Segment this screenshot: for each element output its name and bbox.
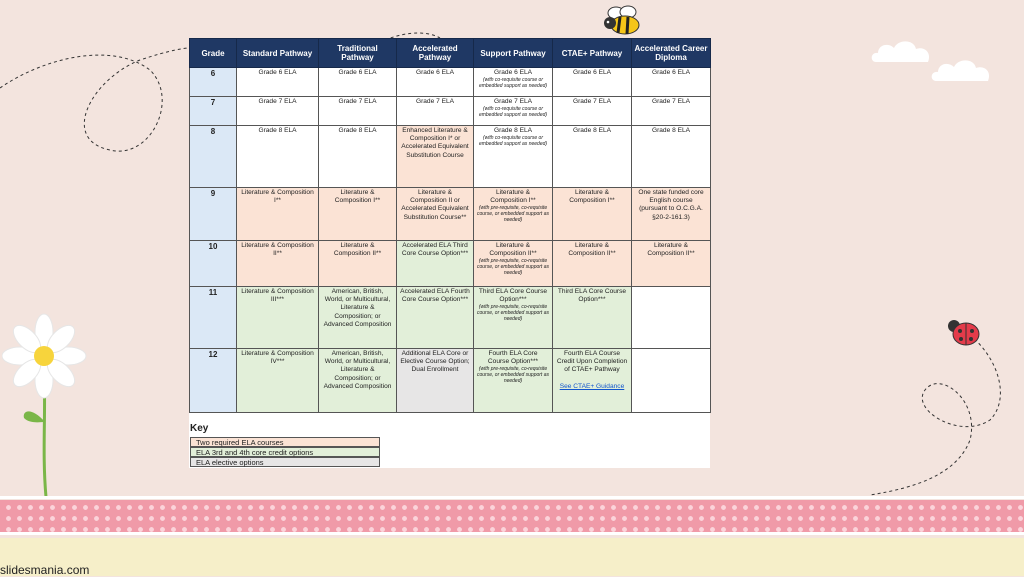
table-cell: Literature & Composition II** (632, 241, 711, 287)
key-title: Key (190, 423, 209, 434)
table-cell: Grade 7 ELA (237, 97, 319, 126)
table-cell: One state funded core English course (pursuant to O.C.G.A. §20-2-161.3) (632, 188, 711, 241)
table-cell (474, 68, 553, 97)
table-cell: Literature & Composition II** (237, 241, 319, 287)
grade-cell: 7 (190, 97, 237, 126)
key-item-core-options (190, 447, 380, 457)
grade-cell: 8 (190, 126, 237, 188)
table-cell: Grade 7 ELA (553, 97, 632, 126)
table-cell: Literature & Composition III*** (237, 287, 319, 349)
cell-text: Fourth ELA Core Course Option*** (487, 350, 539, 366)
cell-text: Grade 6 ELA (493, 69, 533, 76)
table-cell: Grade 8 ELA (553, 126, 632, 188)
table-cell: Enhanced Literature & Composition I* or Accelerated Equivalent Substitution Course (397, 126, 474, 188)
table-cell (474, 241, 553, 287)
grade-cell: 9 (190, 188, 237, 241)
cell-text: Grade 7 ELA (493, 98, 533, 105)
header-ctae-pathway: CTAE+ Pathway (553, 39, 632, 68)
key-item-required (190, 437, 380, 447)
table-cell: Literature & Composition II or Accelerated Equivalent Substitution Course** (397, 188, 474, 241)
table-cell: American, British, World, or Multicultural, Literature & Composition; or Advanced Composition (319, 349, 397, 413)
cell-text: Literature & Composition I** (490, 189, 536, 205)
cell-note: (with pre-requisite, co-requisite course, or embedded support as needed) (477, 258, 549, 277)
table-header-row (190, 39, 711, 68)
table-cell: Grade 6 ELA (632, 68, 711, 97)
header-grade: Grade (190, 39, 237, 68)
pathway-table-panel (189, 38, 710, 468)
table-row (190, 349, 711, 413)
cell-text: Fourth ELA Course Credit Upon Completion of CTAE+ Pathway (556, 350, 628, 374)
key-label: ELA elective options (196, 458, 264, 467)
table-cell (474, 97, 553, 126)
table-row (190, 68, 711, 97)
stripe-border-top (0, 496, 1024, 499)
table-cell: Literature & Composition II** (553, 241, 632, 287)
table-cell: Literature & Composition I** (553, 188, 632, 241)
table-cell: Literature & Composition I** (319, 188, 397, 241)
table-cell: Grade 7 ELA (319, 97, 397, 126)
polka-dot-stripe (0, 500, 1024, 532)
table-row (190, 188, 711, 241)
table-cell: Grade 8 ELA (319, 126, 397, 188)
table-cell: Grade 6 ELA (237, 68, 319, 97)
table-cell (474, 188, 553, 241)
ela-pathway-table (189, 38, 711, 413)
bee-icon (598, 3, 650, 41)
table-cell: Grade 6 ELA (319, 68, 397, 97)
table-cell: Accelerated ELA Fourth Core Course Option*** (397, 287, 474, 349)
table-cell: Literature & Composition I** (237, 188, 319, 241)
table-cell: Grade 6 ELA (397, 68, 474, 97)
header-accelerated-pathway: Accelerated Pathway (397, 39, 474, 68)
table-cell: Grade 8 ELA (237, 126, 319, 188)
key-label: ELA 3rd and 4th core credit options (196, 448, 314, 457)
cell-note: (with pre-requisite, co-requisite course, or embedded support as needed) (477, 304, 549, 323)
cell-note: (with co-requisite course or embedded support as needed) (478, 77, 548, 90)
table-row (190, 287, 711, 349)
grade-cell: 10 (190, 241, 237, 287)
table-cell-empty (632, 349, 711, 413)
header-standard-pathway: Standard Pathway (237, 39, 319, 68)
table-cell: Literature & Composition IV*** (237, 349, 319, 413)
header-traditional-pathway: Traditional Pathway (319, 39, 397, 68)
bottom-band (0, 538, 1024, 576)
grade-cell: 12 (190, 349, 237, 413)
table-row (190, 126, 711, 188)
grade-cell: 6 (190, 68, 237, 97)
table-row (190, 241, 711, 287)
stripe-border-bottom (0, 532, 1024, 535)
table-row (190, 97, 711, 126)
cell-text: Grade 8 ELA (493, 127, 533, 134)
table-cell (474, 349, 553, 413)
cell-text: Literature & Composition II** (489, 242, 537, 258)
table-cell (474, 287, 553, 349)
header-accelerated-career-diploma: Accelerated Career Diploma (632, 39, 711, 68)
table-cell: American, British, World, or Multicultural, Literature & Composition; or Advanced Composition (319, 287, 397, 349)
table-cell: Additional ELA Core or Elective Course Option; Dual Enrollment (397, 349, 474, 413)
ladybug-icon (944, 314, 984, 350)
table-cell (474, 126, 553, 188)
daisy-flower-icon (2, 312, 88, 497)
table-cell: Grade 8 ELA (632, 126, 711, 188)
table-cell (553, 349, 632, 413)
key-item-electives (190, 457, 380, 467)
cloud-icon (930, 56, 1000, 84)
table-cell: Grade 7 ELA (397, 97, 474, 126)
table-cell: Literature & Composition II** (319, 241, 397, 287)
table-cell: Accelerated ELA Third Core Course Option*** (397, 241, 474, 287)
grade-cell: 11 (190, 287, 237, 349)
cell-note: (with co-requisite course or embedded support as needed) (478, 106, 548, 119)
table-cell: Grade 7 ELA (632, 97, 711, 126)
ctae-guidance-link[interactable]: See CTAE+ Guidance (559, 382, 625, 390)
cell-note: (with pre-requisite, co-requisite course, or embedded support as needed) (477, 366, 549, 385)
cell-text: Third ELA Core Course Option*** (478, 288, 548, 304)
cell-note: (with co-requisite course or embedded support as needed) (478, 135, 548, 148)
footer-credit: slidesmania.com (0, 563, 90, 577)
table-cell: Third ELA Core Course Option*** (553, 287, 632, 349)
table-cell: Grade 6 ELA (553, 68, 632, 97)
key-label: Two required ELA courses (196, 438, 284, 447)
header-support-pathway: Support Pathway (474, 39, 553, 68)
table-cell-empty (632, 287, 711, 349)
cell-note: (with pre-requisite, co-requisite course, or embedded support as needed) (477, 205, 549, 224)
